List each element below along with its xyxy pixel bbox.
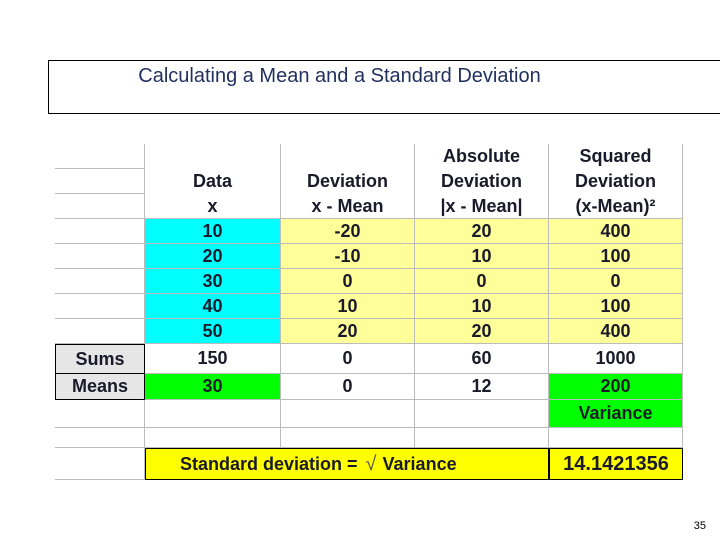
cell-deviation: -10 (281, 244, 415, 269)
cell-squared: 400 (549, 219, 683, 244)
std-dev-value: 14.1421356 (549, 448, 683, 480)
title-box (48, 60, 720, 114)
header-deviation-line2: x - Mean (311, 195, 384, 216)
page-number: 35 (693, 520, 706, 532)
means-deviation: 0 (281, 374, 415, 400)
cell-deviation: 20 (281, 319, 415, 344)
blank-cell (281, 400, 415, 428)
cell-absolute: 10 (415, 244, 549, 269)
row-label-blank (55, 269, 145, 294)
sums-label: Sums (55, 344, 145, 374)
means-absolute: 12 (415, 374, 549, 400)
blank-cell (549, 428, 683, 448)
std-dev-label: Standard deviation = (180, 453, 358, 474)
cell-squared: 100 (549, 244, 683, 269)
cell-deviation: -20 (281, 219, 415, 244)
sqrt-icon: √ (365, 452, 377, 475)
sums-squared: 1000 (549, 344, 683, 374)
header-absolute-line3: |x - Mean| (440, 195, 523, 216)
blank-cell (55, 400, 145, 428)
cell-deviation: 10 (281, 294, 415, 319)
slide-title: Calculating a Mean and a Standard Deviation (138, 65, 541, 87)
cell-x: 30 (145, 269, 281, 294)
header-data (145, 144, 281, 219)
means-x: 30 (145, 374, 281, 400)
means-label: Means (55, 374, 145, 400)
row-label-blank (55, 319, 145, 344)
means-squared: 200 (549, 374, 683, 400)
header-absolute-line1: Absolute (442, 145, 520, 166)
cell-absolute: 20 (415, 219, 549, 244)
cell-x: 40 (145, 294, 281, 319)
cell-absolute: 0 (415, 269, 549, 294)
header-deviation (281, 144, 415, 219)
blank-cell (55, 428, 145, 448)
cell-squared: 0 (549, 269, 683, 294)
cell-squared: 100 (549, 294, 683, 319)
variance-label: Variance (549, 400, 683, 428)
blank-cell (145, 428, 281, 448)
cell-x: 20 (145, 244, 281, 269)
row-label-blank-3 (55, 194, 145, 219)
row-label-blank (55, 294, 145, 319)
cell-x: 50 (145, 319, 281, 344)
cell-absolute: 10 (415, 294, 549, 319)
header-squared (549, 144, 683, 219)
sums-deviation: 0 (281, 344, 415, 374)
header-absolute-line2: Deviation (440, 170, 523, 191)
blank-cell (145, 400, 281, 428)
header-deviation-line1: Deviation (306, 170, 389, 191)
blank-cell (281, 428, 415, 448)
row-label-blank-1 (55, 144, 145, 169)
spreadsheet-table (55, 144, 683, 480)
header-squared-line2: Deviation (574, 170, 657, 191)
row-label-blank (55, 219, 145, 244)
cell-deviation: 0 (281, 269, 415, 294)
header-data-line1: Data (192, 170, 232, 191)
cell-squared: 400 (549, 319, 683, 344)
blank-cell (415, 428, 549, 448)
std-dev-term: Variance (382, 453, 457, 474)
cell-absolute: 20 (415, 319, 549, 344)
row-label-blank-2 (55, 169, 145, 194)
header-absolute (415, 144, 549, 219)
std-dev-formula (145, 448, 549, 480)
row-label-blank (55, 244, 145, 269)
sums-absolute: 60 (415, 344, 549, 374)
cell-x: 10 (145, 219, 281, 244)
header-squared-line3: (x-Mean)² (575, 195, 656, 216)
sums-x: 150 (145, 344, 281, 374)
header-data-line2: x (207, 195, 218, 216)
header-squared-line1: Squared (579, 145, 652, 166)
blank-cell (55, 448, 145, 480)
blank-cell (415, 400, 549, 428)
